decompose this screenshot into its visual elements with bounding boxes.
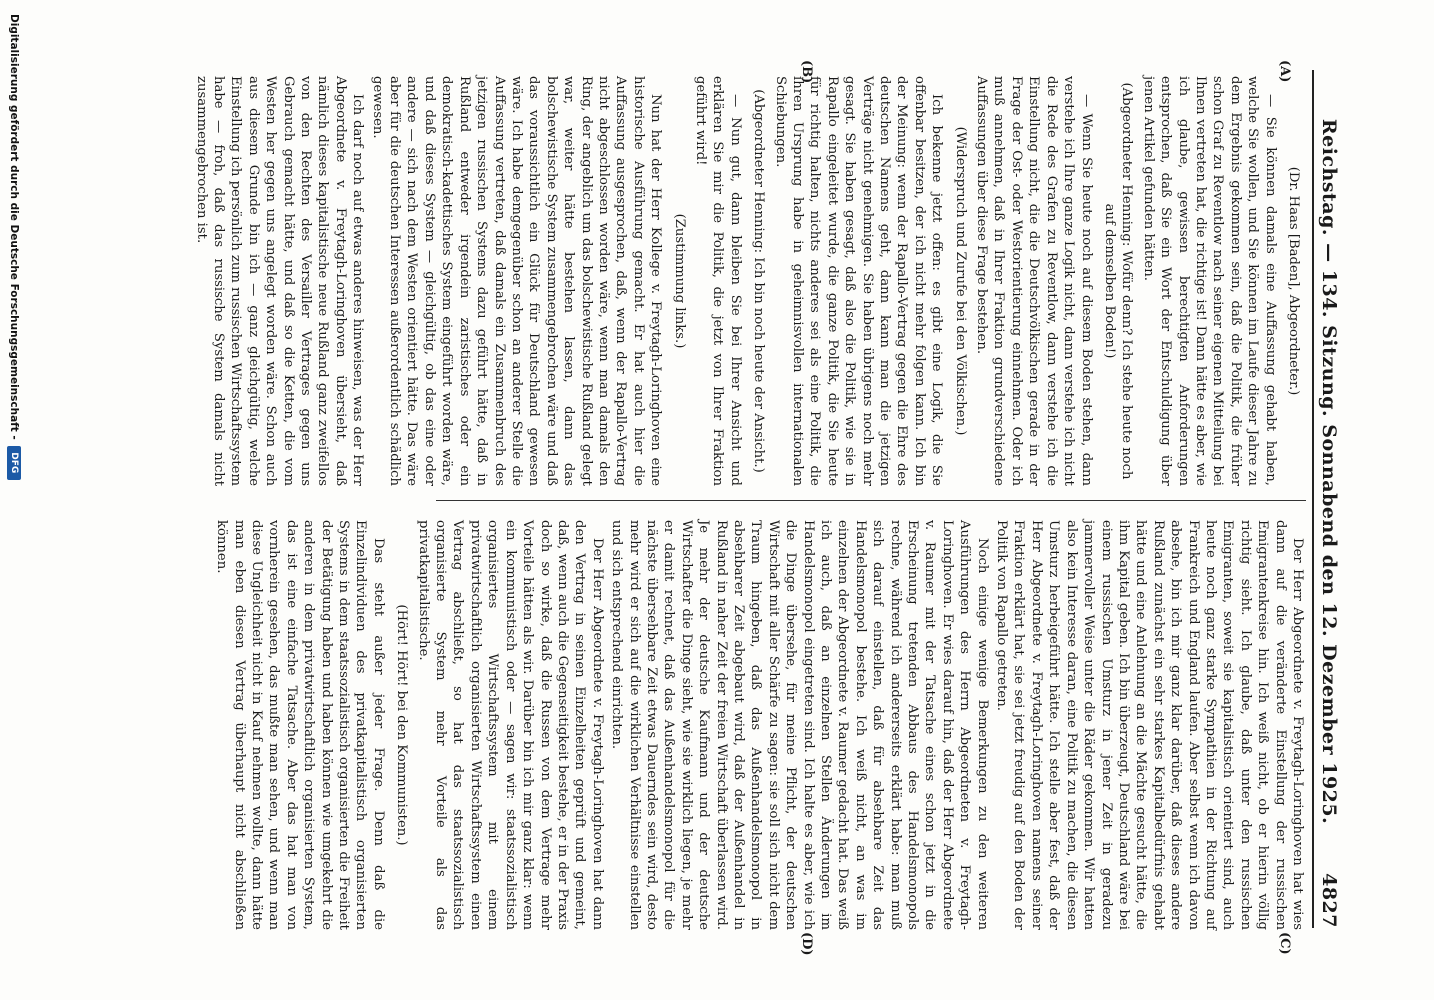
credit-text: Digitalisierung gefördert durch die Deutsche Forschungsgemeinschaft - bbox=[8, 14, 20, 440]
page-number: 4827 bbox=[1318, 873, 1340, 928]
margin-marker-b: (B) bbox=[799, 60, 814, 84]
dfg-logo: DFG bbox=[7, 446, 21, 480]
paragraph: Nun hat der Herr Kollege v. Freytagh-Loringhoven eine historische Ausführung gemacht. Er hat auch hier die Auffassung ausgesprochen, daß, wenn der Rapallo-Vertrag nicht abgeschlossen worden wäre, wenn man damals den Ring, der angeblich um das bolschewistische Rußland gelegt war, weiter hätte bestehen lassen, dann das bolschewistische System zusammengebrochen wäre und daß das voraussichtlich ein Glück für Deutschland gewesen wäre. Ich habe demgegenüber schon an anderer Stelle die Auffassung vertreten, daß damals ein Zusammenbruch des jetzigen russischen Systems dazu geführt hätte, daß in Rußland entweder irgendein zaristisches oder ein demokratisch-kadettisches System eingeführt worden wäre, und daß dieses System — gleichgültig, ob das eine oder andere — sich nach dem Westen orientiert hätte. Das wäre aber für die deutschen Interessen außerordentlich schädlich gewesen. bbox=[369, 76, 664, 486]
right-text-column bbox=[211, 520, 1306, 930]
interjection: (Hört! Hört! bei den Kommunisten.) bbox=[394, 604, 410, 846]
left-text-column bbox=[190, 76, 1306, 486]
interjection: (Abgeordneter Henning: Ich bin noch heute der Ansicht.) bbox=[751, 89, 767, 473]
header-title: Reichstag. — 134. Sitzung. Sonnabend den 12. Dezember 1925. bbox=[1318, 118, 1340, 825]
paragraph: Ich bekenne jetzt offen: es gibt eine Logik, die Sie offenbar besitzen, der ich nicht mehr folgen kann. Ich bin der Meinung: wenn der Rapallo-Vertrag gegen die Ehre des deutschen Namens geht, dann kann man die jetzigen Verträge nicht genehmigen. Sie haben übrigens noch mehr gesagt. Sie haben gesagt, daß also die Politik, wie sie in Rapallo eingeleitet wurde, die ganze Politik, die Sie heute für richtig halten, nichts anderes sei als eine Politik, die ihren Ursprung habe in geheimnisvollen internationalen Schiebungen. bbox=[772, 76, 945, 486]
paragraph: Noch einige wenige Bemerkungen zu den weiteren Ausführungen des Herrn Abgeordneten v. Freytagh-Loringhoven. Er wies darauf hin, daß der Herr Abgeordnete v. Raumer mit der Tatsache eines schon jetzt in die Erscheinung tretenden Abbaus des Handelsmonopols rechne, während ich andererseits erklärt habe: man muß sich darauf einstellen, daß für absehbare Zeit das Handelsmonopol bestehe. Ich weiß nicht, an was im einzelnen der Abgeordnete v. Raumer gedacht hat. Das weiß ich auch, daß an einzelnen Stellen Änderungen im Handelsmonopol eingetreten sind. Ich halte es aber, wie ich die Dinge übersehe, für meine Pflicht, der deutschen Wirtschaft mit aller Schärfe zu sagen: sie soll sich nicht dem Traum hingeben, daß das Außenhandelsmonopol in absehbarer Zeit abgebaut wird, daß der Außenhandel in Rußland in naher Zeit der freien Wirtschaft überlassen wird. Je mehr der deutsche Kaufmann und der deutsche Wirtschafter die Dinge sieht, wie sie wirklich liegen, je mehr er damit rechnet, daß das Außenhandelsmonopol für die nächste übersehbare Zeit etwas Dauerndes sein wird, desto mehr wird er sich auf die wirklichen Verhältnisse einstellen und sich entsprechend einrichten. bbox=[609, 520, 990, 930]
paragraph: — Wenn Sie heute noch auf diesem Boden stehen, dann verstehe ich Ihre ganze Logik nicht, dann verstehe ich nicht die Rede des Grafen zu Reventlow, dann verstehe ich die Einstellung nicht, die die Deutschvölkischen gerade in der Frage der Ost- oder Westorientierung einnehmen. Oder ich muß annehmen, daß in Ihrer Fraktion grundverschiedene Auffassungen über diese Frage bestehen. bbox=[974, 76, 1094, 486]
margin-marker-d: (D) bbox=[799, 932, 814, 956]
margin-marker-a: (A) bbox=[1277, 60, 1292, 83]
page-header bbox=[1318, 70, 1346, 928]
paragraph: Der Herr Abgeordnete v. Freytagh-Loringhoven hat dann den Vertrag in seinen Einzelheiten geprüft und gemeint, daß, wenn auch die Gegenseitigkeit bestehe, er in der Praxis doch so wirke, daß die Russen von dem Vertrage mehr Vorteile hätten als wir. Darüber bin ich mir ganz klar: wenn ein kommunistisch oder — sagen wir: staatssozialistisch organisiertes Wirtschaftssystem mit einem privatwirtschaftlich organisierten Wirtschaftssystem einen Vertrag abschließt, so hat das staatssozialistisch organisierte System mehr Vorteile als das privatkapitalistische. bbox=[415, 520, 605, 930]
digitization-credit bbox=[2, 0, 26, 1000]
header-rule bbox=[1312, 70, 1314, 928]
paragraph: — Nun gut, dann bleiben Sie bei Ihrer Ansicht und erklären Sie mir die Politik, die jetzt von Ihrer Fraktion geführt wird! bbox=[693, 76, 743, 486]
paragraph: — Sie können damals eine Auffassung gehabt haben, welche Sie wollen, und Sie können im Laufe dieser Jahre zu dem Ergebnis gekommen sein, daß die Politik, die früher schon Graf zu Reventlow nach seiner eigenen Mitteilung bei Ihnen vertreten hat, die richtige ist! Dann hätte es aber, wie ich glaube, gewissen berechtigten Anforderungen entsprochen, daß Sie ein Wort der Entschuldigung über jenen Artikel gefunden hätten. bbox=[1140, 76, 1278, 486]
paragraph: Ich darf noch auf etwas anderes hinweisen, was der Herr Abgeordnete v. Freytagh-Loringhoven übersieht, daß nämlich dieses kapitalistische neue Rußland ganz zweifellos von den Rechten des Versailler Vertrages gegen uns Gebrauch gemacht hätte, und daß so die Ketten, die vom Westen her gegen uns angelegt worden wäre. Schon auch aus diesem Grunde bin ich — ganz gleichgültig, welche Einstellung ich persönlich zum russischen Wirtschaftssystem habe — froh, daß das russische System damals nicht zusammengebrochen ist. bbox=[193, 76, 366, 486]
paragraph: Der Herr Abgeordnete v. Freytagh-Loringhoven hat wies dann auf die veränderte Einstellung der russischen Emigrantenkreise hin. Ich weiß nicht, ob er hierin völlig richtig sieht. Ich glaube, daß unter den russischen Emigranten, soweit sie kapitalistisch orientiert sind, auch heute noch ganz starke Sympathien in der Richtung auf Frankreich und England laufen. Aber selbst wenn ich davon absehe, bin ich mir ganz klar darüber, daß dieses andere Rußland zunächst ein sehr starkes Kapitalbedürfnis gehabt hätte und eine Anlehnung an die Mächte gesucht hätte, die ihm Kapital geben. Ich bin überzeugt, Deutschland wäre bei einem russischen Umsturz in jener Zeit in geradezu jammervoller Weise unter die Räder gekommen. Wir hatten also kein Interesse daran, eine Politik zu machen, die diesen Umsturz herbeigeführt hätte. Ich stelle aber fest, daß der Herr Abgeordnete v. Freytagh-Loringhoven namens seiner Fraktion erklärt hat, sie sei jetzt freudig auf den Boden der Politik von Rapallo getreten. bbox=[994, 520, 1305, 930]
margin-marker-c: (C) bbox=[1277, 932, 1292, 955]
interjection: (Zustimmung links.) bbox=[671, 213, 687, 349]
column-separator bbox=[436, 500, 1306, 501]
paragraph: Das steht außer jeder Frage. Denn daß die Einzelindividuen des privatkapitalistisch organisierten Systems in dem staatssozialistisch organisierten die Freiheit der Betätigung haben und haben können wie umgekehrt die anderen in dem privatwirtschaftlich organisierten System, das ist eine einfache Tatsache. Aber das hat man von vornherein gesehen, das mußte man sehen, und wenn man diese Ungleichheit nicht in Kauf nehmen wollte, dann hätte man eben diesen Vertrag überhaupt nicht abschließen können. bbox=[214, 520, 386, 930]
speaker-line: (Dr. Haas [Baden], Abgeordneter.) bbox=[1286, 166, 1301, 396]
interjection: (Widerspruch und Zurufe bei den Völkischen.) bbox=[952, 126, 968, 436]
interjection: (Abgeordneter Henning: Wofür denn? Ich stehe heute noch auf demselben Boden!) bbox=[1101, 82, 1135, 480]
